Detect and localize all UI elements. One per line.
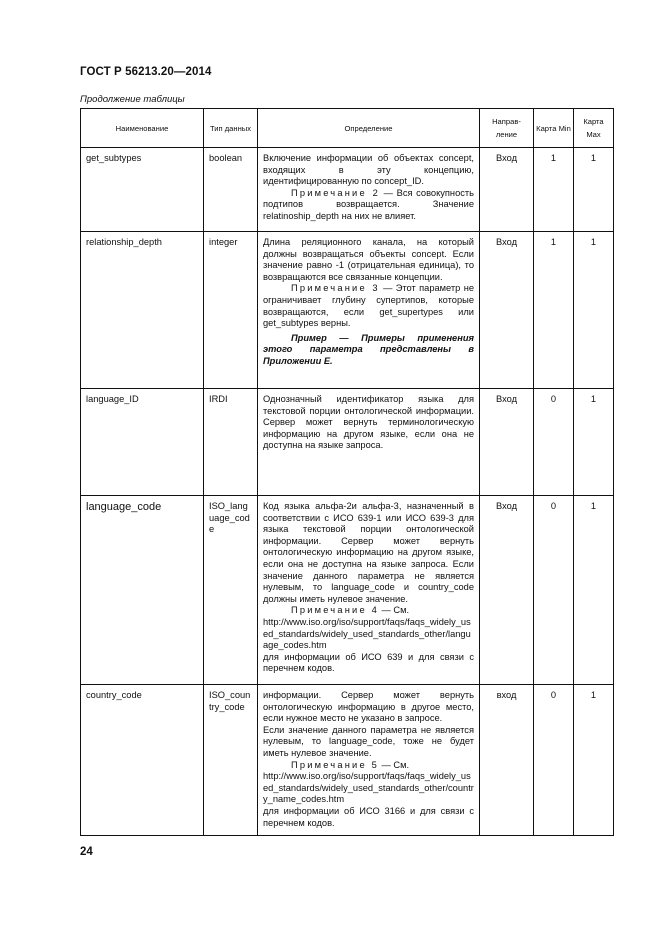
note-block: [263, 188, 474, 223]
definition-text: информации. Сервер может вернуть онтологическую информацию в другое место, если нужное место не указано в запросе.: [263, 690, 474, 724]
note-label: Примечание 3: [291, 283, 380, 294]
definition-text-2: Если значение данного параметра не является нулевым, то language_code, тоже не будет иметь нулевое значение.: [263, 724, 474, 758]
cell-max: 1: [574, 685, 614, 836]
table-row: [81, 148, 614, 232]
cell-definition: [258, 148, 480, 232]
note-block: [263, 760, 474, 772]
cell-min: 1: [534, 232, 574, 389]
col-header-definition: Определение: [258, 109, 480, 148]
col-header-type: Тип данных: [204, 109, 258, 148]
table-header-row: [81, 109, 614, 148]
cell-definition: [258, 685, 480, 836]
col-header-min: Карта Min: [534, 109, 574, 148]
cell-type: ISO_country_code: [204, 685, 258, 836]
note-text: — См.: [378, 605, 410, 616]
cell-direction: вход: [480, 685, 534, 836]
page-number: 24: [80, 846, 93, 858]
table-caption: Продолжение таблицы: [80, 94, 185, 105]
cell-definition: [258, 389, 480, 496]
col-header-max: Карта Max: [574, 109, 614, 148]
note-label: Примечание 2: [291, 187, 381, 198]
cell-min: 0: [534, 496, 574, 685]
table-row: [81, 496, 614, 685]
note-label: Примечание 4: [291, 605, 379, 616]
cell-name: country_code: [81, 685, 204, 836]
definition-text: Включение информации об объектах concept, входящих в эту концепцию, идентифицированную по concept_ID.: [263, 153, 474, 187]
definition-text: Длина реляционного канала, на который должны возвращаться объекты concept. Если значение равно -1 (отрицательная единица), то возвращаются все связанные концепции.: [263, 237, 474, 282]
col-header-direction: Направ-ление: [480, 109, 534, 148]
cell-name: language_code: [81, 496, 204, 685]
note-block: [263, 605, 474, 617]
reference-tail: для информации об ИСО 3166 и для связи с перечнем кодов.: [263, 805, 474, 828]
parameters-table: [80, 108, 614, 836]
cell-max: 1: [574, 496, 614, 685]
note-text: — Этот параметр не ограничивает глубину супертипов, которые возвращаются, если get_supertypes или get_subtypes верны.: [263, 283, 474, 329]
cell-name: relationship_depth: [81, 232, 204, 389]
reference-tail: для информации об ИСО 639 и для связи с перечнем кодов.: [263, 651, 474, 674]
cell-type: ISO_language_code: [204, 496, 258, 685]
example-text: Пример — Примеры применения этого параметра представлены в Приложении Е.: [263, 332, 474, 366]
cell-type: IRDI: [204, 389, 258, 496]
note-text: — Вся совокупность подтипов возвращается. Значение relatinoship_depth на них не влияет.: [263, 187, 474, 221]
standard-header: ГОСТ Р 56213.20—2014: [80, 66, 212, 78]
cell-name: get_subtypes: [81, 148, 204, 232]
table-row: [81, 232, 614, 389]
table-row: [81, 685, 614, 836]
cell-type: boolean: [204, 148, 258, 232]
cell-min: 0: [534, 685, 574, 836]
cell-direction: Вход: [480, 148, 534, 232]
cell-direction: Вход: [480, 389, 534, 496]
col-header-name: Наименование: [81, 109, 204, 148]
cell-max: 1: [574, 232, 614, 389]
definition-text: Код языка альфа-2и альфа-3, назначенный в соответствии с ИСО 639-1 или ИСО 639-3 для языка текстовой порции онтологической информации. Сервер может вернуть онтологическую информацию на другом языке, если она не доступна на языке запроса. Если значение данного параметра не является нулевым, то language_code и country_code должны иметь нулевое значение.: [263, 501, 474, 604]
cell-min: 1: [534, 148, 574, 232]
cell-max: 1: [574, 148, 614, 232]
reference-url: http://www.iso.org/iso/support/faqs/faqs_widely_used_standards/widely_used_standards_other/language_codes.htm: [263, 616, 471, 651]
cell-min: 0: [534, 389, 574, 496]
cell-direction: Вход: [480, 496, 534, 685]
cell-name: language_ID: [81, 389, 204, 496]
definition-text: Однозначный идентификатор языка для текстовой порции онтологической информации. Сервер может вернуть терминологическую информацию на другом языке, если она не доступна на языке запроса.: [263, 394, 474, 451]
cell-definition: [258, 232, 480, 389]
reference-url: http://www.iso.org/iso/support/faqs/faqs_widely_used_standards/widely_used_standards_other/country_name_codes.htm: [263, 771, 474, 805]
table-row: [81, 389, 614, 496]
note-block: [263, 283, 474, 329]
note-label: Примечание 5: [291, 759, 379, 770]
cell-type: integer: [204, 232, 258, 389]
cell-definition: [258, 496, 480, 685]
cell-direction: Вход: [480, 232, 534, 389]
cell-max: 1: [574, 389, 614, 496]
note-text: — См.: [378, 759, 410, 770]
